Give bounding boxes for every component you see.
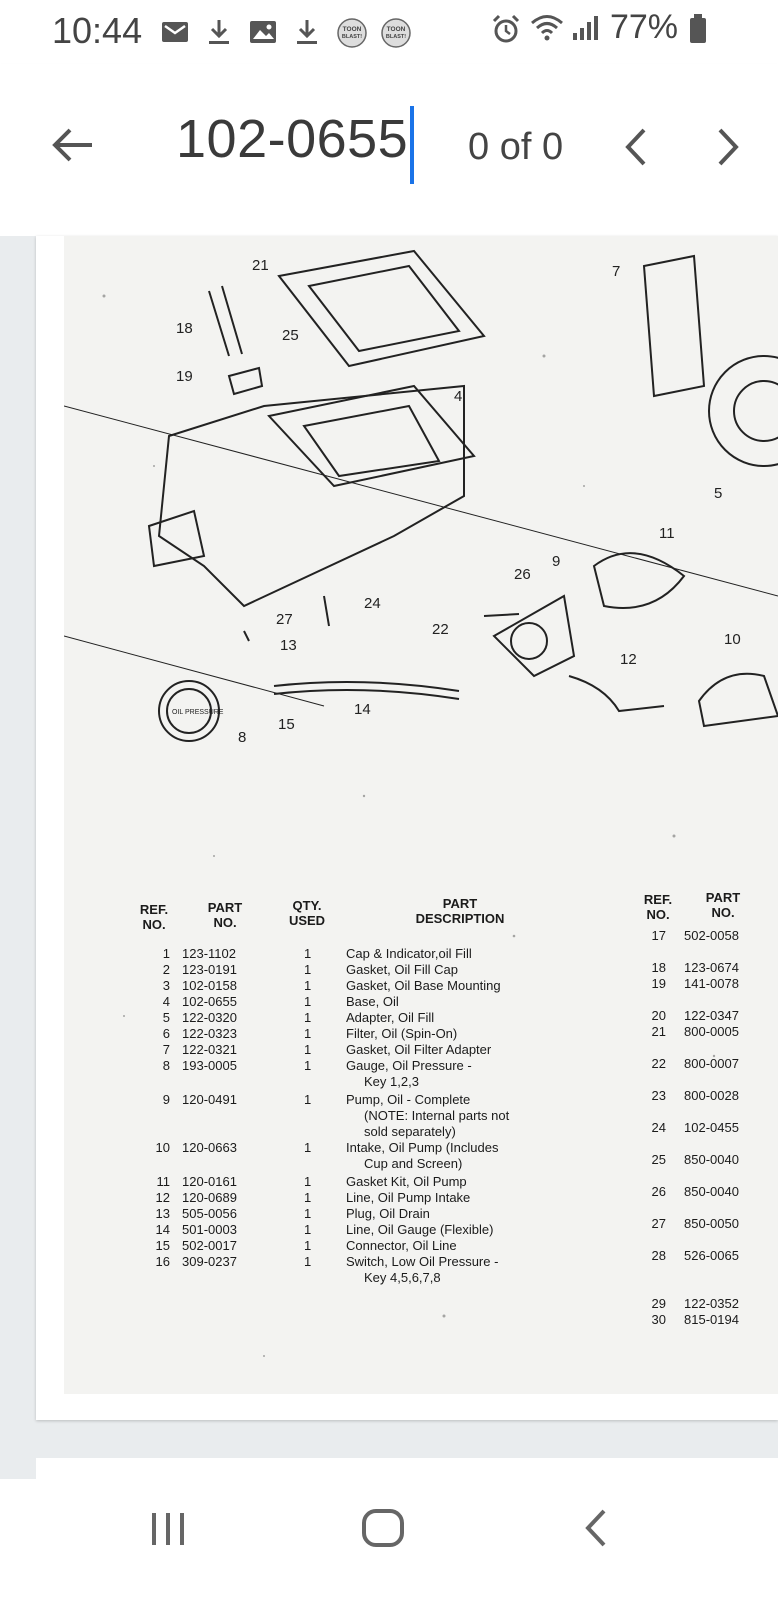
signal-icon xyxy=(570,13,600,43)
qty-cell: 1 xyxy=(304,1222,312,1237)
header-ref-no-right: REF. NO. xyxy=(643,892,673,922)
callout-label: 25 xyxy=(282,327,299,344)
part-no-cell: 193-0005 xyxy=(182,1058,237,1073)
part-no-cell: 120-0491 xyxy=(182,1092,237,1107)
description-cell: Gasket, Oil Filter Adapter xyxy=(346,1042,492,1057)
description-cell: Pump, Oil - Complete xyxy=(346,1092,471,1107)
ref-cell: 28 xyxy=(651,1248,666,1263)
ref-cell: 27 xyxy=(651,1216,666,1231)
find-in-page-bar xyxy=(0,64,778,236)
ref-cell: 8 xyxy=(162,1058,170,1073)
callout-label: 27 xyxy=(276,611,293,628)
ref-cell: 15 xyxy=(155,1238,170,1253)
ref-cell: 6 xyxy=(162,1026,170,1041)
callout-label: 14 xyxy=(354,701,371,718)
ref-cell: 10 xyxy=(155,1140,170,1155)
callout-label: 21 xyxy=(252,257,269,274)
part-no-cell: 800-0005 xyxy=(684,1024,739,1039)
ref-cell: 17 xyxy=(651,928,666,943)
part-no-cell: 120-0689 xyxy=(182,1190,237,1205)
part-no-cell: 502-0017 xyxy=(182,1238,237,1253)
battery-icon xyxy=(688,13,718,43)
svg-text:TOON: TOON xyxy=(386,26,406,33)
header-part-description: PART DESCRIPTION xyxy=(415,896,505,926)
ref-cell: 2 xyxy=(162,962,170,977)
part-no-cell: 526-0065 xyxy=(684,1248,739,1263)
table-row-right xyxy=(64,1120,778,1136)
status-time: 10:44 xyxy=(52,10,143,51)
svg-text:TOON: TOON xyxy=(342,26,362,33)
recent-apps-button[interactable] xyxy=(148,1509,188,1549)
ref-cell: 19 xyxy=(651,976,666,991)
header-ref-no: REF. NO. xyxy=(139,902,169,932)
description-cell: Cap & Indicator,oil Fill xyxy=(346,946,472,961)
table-row-right xyxy=(64,1024,778,1040)
callout-label: 24 xyxy=(364,595,381,612)
ref-cell: 23 xyxy=(651,1088,666,1103)
part-no-cell: 102-0455 xyxy=(684,1120,739,1135)
download-icon xyxy=(292,17,322,47)
alarm-icon xyxy=(490,13,520,43)
home-icon xyxy=(360,1505,406,1551)
toon-blast-icon xyxy=(336,17,366,47)
ref-cell: 4 xyxy=(162,994,170,1009)
ref-cell: 29 xyxy=(651,1296,666,1311)
description-cell: Key 4,5,6,7,8 xyxy=(364,1270,441,1285)
table-row-right xyxy=(64,960,778,976)
description-cell: Cup and Screen) xyxy=(364,1156,463,1171)
qty-cell: 1 xyxy=(304,1140,312,1155)
part-no-cell: 102-0158 xyxy=(182,978,237,993)
ref-cell: 30 xyxy=(651,1312,666,1327)
description-cell: Gauge, Oil Pressure - xyxy=(346,1058,472,1073)
part-no-cell: 123-0191 xyxy=(182,962,237,977)
callout-label: 19 xyxy=(176,368,193,385)
part-no-cell: 850-0040 xyxy=(684,1152,739,1167)
qty-cell: 1 xyxy=(304,1190,312,1205)
table-row-right xyxy=(64,1216,778,1232)
description-cell: (NOTE: Internal parts not xyxy=(364,1108,510,1123)
qty-cell: 1 xyxy=(304,1010,312,1025)
part-no-cell: 850-0050 xyxy=(684,1216,739,1231)
navigation-bar xyxy=(0,1479,778,1599)
callout-label: 10 xyxy=(724,631,741,648)
battery-percentage: 77% xyxy=(609,8,678,46)
description-cell: Gasket, Oil Base Mounting xyxy=(346,978,501,993)
mail-icon xyxy=(160,17,190,47)
part-no-cell: 122-0323 xyxy=(182,1026,237,1041)
table-row-right xyxy=(64,1312,778,1328)
match-count: 0 of 0 xyxy=(468,126,564,168)
table-row-right xyxy=(64,1088,778,1104)
part-no-cell: 501-0003 xyxy=(182,1222,237,1237)
qty-cell: 1 xyxy=(304,1042,312,1057)
table-row-right xyxy=(64,1008,778,1024)
part-no-cell: 141-0078 xyxy=(684,976,739,991)
callout-label: 11 xyxy=(659,525,675,542)
description-cell: Intake, Oil Pump (Includes xyxy=(346,1140,499,1155)
callout-label: 13 xyxy=(280,637,297,654)
part-no-cell: 800-0028 xyxy=(684,1088,739,1103)
ref-cell: 11 xyxy=(156,1174,170,1189)
header-part-no-right: PART NO. xyxy=(705,890,741,920)
home-button[interactable] xyxy=(360,1505,406,1551)
previous-match-button[interactable] xyxy=(614,122,658,172)
ref-cell: 9 xyxy=(162,1092,170,1107)
svg-text:BLAST!: BLAST! xyxy=(385,34,407,40)
header-qty-used: QTY. USED xyxy=(288,898,326,928)
qty-cell: 1 xyxy=(304,962,312,977)
wifi-icon xyxy=(530,13,560,43)
part-no-cell: 120-0161 xyxy=(182,1174,237,1189)
description-cell: Gasket, Oil Fill Cap xyxy=(346,962,458,977)
ref-cell: 3 xyxy=(162,978,170,993)
part-no-cell: 102-0655 xyxy=(182,994,237,1009)
part-no-cell: 122-0320 xyxy=(182,1010,237,1025)
ref-cell: 25 xyxy=(651,1152,666,1167)
ref-cell: 7 xyxy=(162,1042,170,1057)
description-cell: Base, Oil xyxy=(346,994,399,1009)
qty-cell: 1 xyxy=(304,978,312,993)
part-no-cell: 122-0347 xyxy=(684,1008,739,1023)
back-button[interactable] xyxy=(48,120,98,170)
part-no-cell: 122-0352 xyxy=(684,1296,739,1311)
part-no-cell: 309-0237 xyxy=(182,1254,237,1269)
table-row-right xyxy=(64,976,778,992)
description-cell: Gasket Kit, Oil Pump xyxy=(346,1174,467,1189)
table-row-right xyxy=(64,1056,778,1072)
description-cell: Filter, Oil (Spin-On) xyxy=(346,1026,458,1041)
description-cell: Connector, Oil Line xyxy=(346,1238,457,1253)
description-cell: Plug, Oil Drain xyxy=(346,1206,430,1221)
ref-cell: 21 xyxy=(651,1024,666,1039)
description-cell: Switch, Low Oil Pressure - xyxy=(346,1254,499,1269)
qty-cell: 1 xyxy=(304,1254,312,1269)
ref-cell: 24 xyxy=(651,1120,666,1135)
description-cell: Line, Oil Pump Intake xyxy=(346,1190,471,1205)
ref-cell: 13 xyxy=(155,1206,170,1221)
qty-cell: 1 xyxy=(304,1058,312,1073)
part-no-cell: 815-0194 xyxy=(684,1312,739,1327)
description-cell: Line, Oil Gauge (Flexible) xyxy=(346,1222,494,1237)
header-part-no: PART NO. xyxy=(207,900,243,930)
description-cell: sold separately) xyxy=(364,1124,456,1139)
svg-text:BLAST!: BLAST! xyxy=(341,34,363,40)
find-input[interactable]: 102-0655 xyxy=(176,109,409,169)
notification-icons xyxy=(160,12,410,52)
callout-label: 18 xyxy=(176,320,193,337)
table-row-right xyxy=(64,1152,778,1168)
callout-label: 15 xyxy=(278,716,295,733)
callout-label: 26 xyxy=(514,566,531,583)
table-row-right xyxy=(64,1248,778,1264)
callout-label: 5 xyxy=(714,485,723,502)
part-no-cell: 505-0056 xyxy=(182,1206,237,1221)
table-row-right xyxy=(64,1184,778,1200)
qty-cell: 1 xyxy=(304,1174,312,1189)
image-icon xyxy=(248,17,278,47)
system-icons xyxy=(490,8,718,47)
callout-label: 8 xyxy=(238,729,247,746)
table-row xyxy=(64,1270,778,1286)
part-no-cell: 120-0663 xyxy=(182,1140,237,1155)
status-bar xyxy=(0,0,778,64)
nav-back-button[interactable] xyxy=(580,1505,612,1551)
ref-cell: 22 xyxy=(651,1056,666,1071)
ref-cell: 20 xyxy=(651,1008,666,1023)
ref-cell: 16 xyxy=(155,1254,170,1269)
qty-cell: 1 xyxy=(304,1238,312,1253)
ref-cell: 1 xyxy=(162,946,170,961)
next-match-button[interactable] xyxy=(706,122,750,172)
toon-blast-icon xyxy=(380,17,410,47)
table-row-right xyxy=(64,928,778,944)
qty-cell: 1 xyxy=(304,1026,312,1041)
arrow-left-icon xyxy=(48,120,98,170)
gauge-dial-label: OIL PRESSURE xyxy=(172,709,224,716)
ref-cell: 12 xyxy=(155,1190,170,1205)
ref-cell: 18 xyxy=(651,960,666,975)
part-no-cell: 850-0040 xyxy=(684,1184,739,1199)
qty-cell: 1 xyxy=(304,946,312,961)
ref-cell: 5 xyxy=(162,1010,170,1025)
callout-label: 22 xyxy=(432,621,449,638)
qty-cell: 1 xyxy=(304,994,312,1009)
recent-apps-icon xyxy=(148,1509,188,1549)
callout-label: 7 xyxy=(612,263,621,280)
qty-cell: 1 xyxy=(304,1092,312,1107)
callout-label: 12 xyxy=(620,651,637,668)
download-icon xyxy=(204,17,234,47)
callout-label: 4 xyxy=(454,388,463,405)
part-no-cell: 123-1102 xyxy=(182,946,236,961)
part-no-cell: 122-0321 xyxy=(182,1042,237,1057)
description-cell: Key 1,2,3 xyxy=(364,1074,419,1089)
table-row-right xyxy=(64,1296,778,1312)
ref-cell: 14 xyxy=(155,1222,170,1237)
part-no-cell: 502-0058 xyxy=(684,928,739,943)
chevron-right-icon xyxy=(706,122,750,172)
back-icon xyxy=(580,1505,612,1551)
text-caret xyxy=(410,106,414,184)
ref-cell: 26 xyxy=(651,1184,666,1199)
qty-cell: 1 xyxy=(304,1206,312,1221)
description-cell: Adapter, Oil Fill xyxy=(346,1010,435,1025)
callout-label: 9 xyxy=(552,553,561,570)
part-no-cell: 123-0674 xyxy=(684,960,739,975)
part-no-cell: 800-0007 xyxy=(684,1056,739,1071)
chevron-left-icon xyxy=(614,122,658,172)
